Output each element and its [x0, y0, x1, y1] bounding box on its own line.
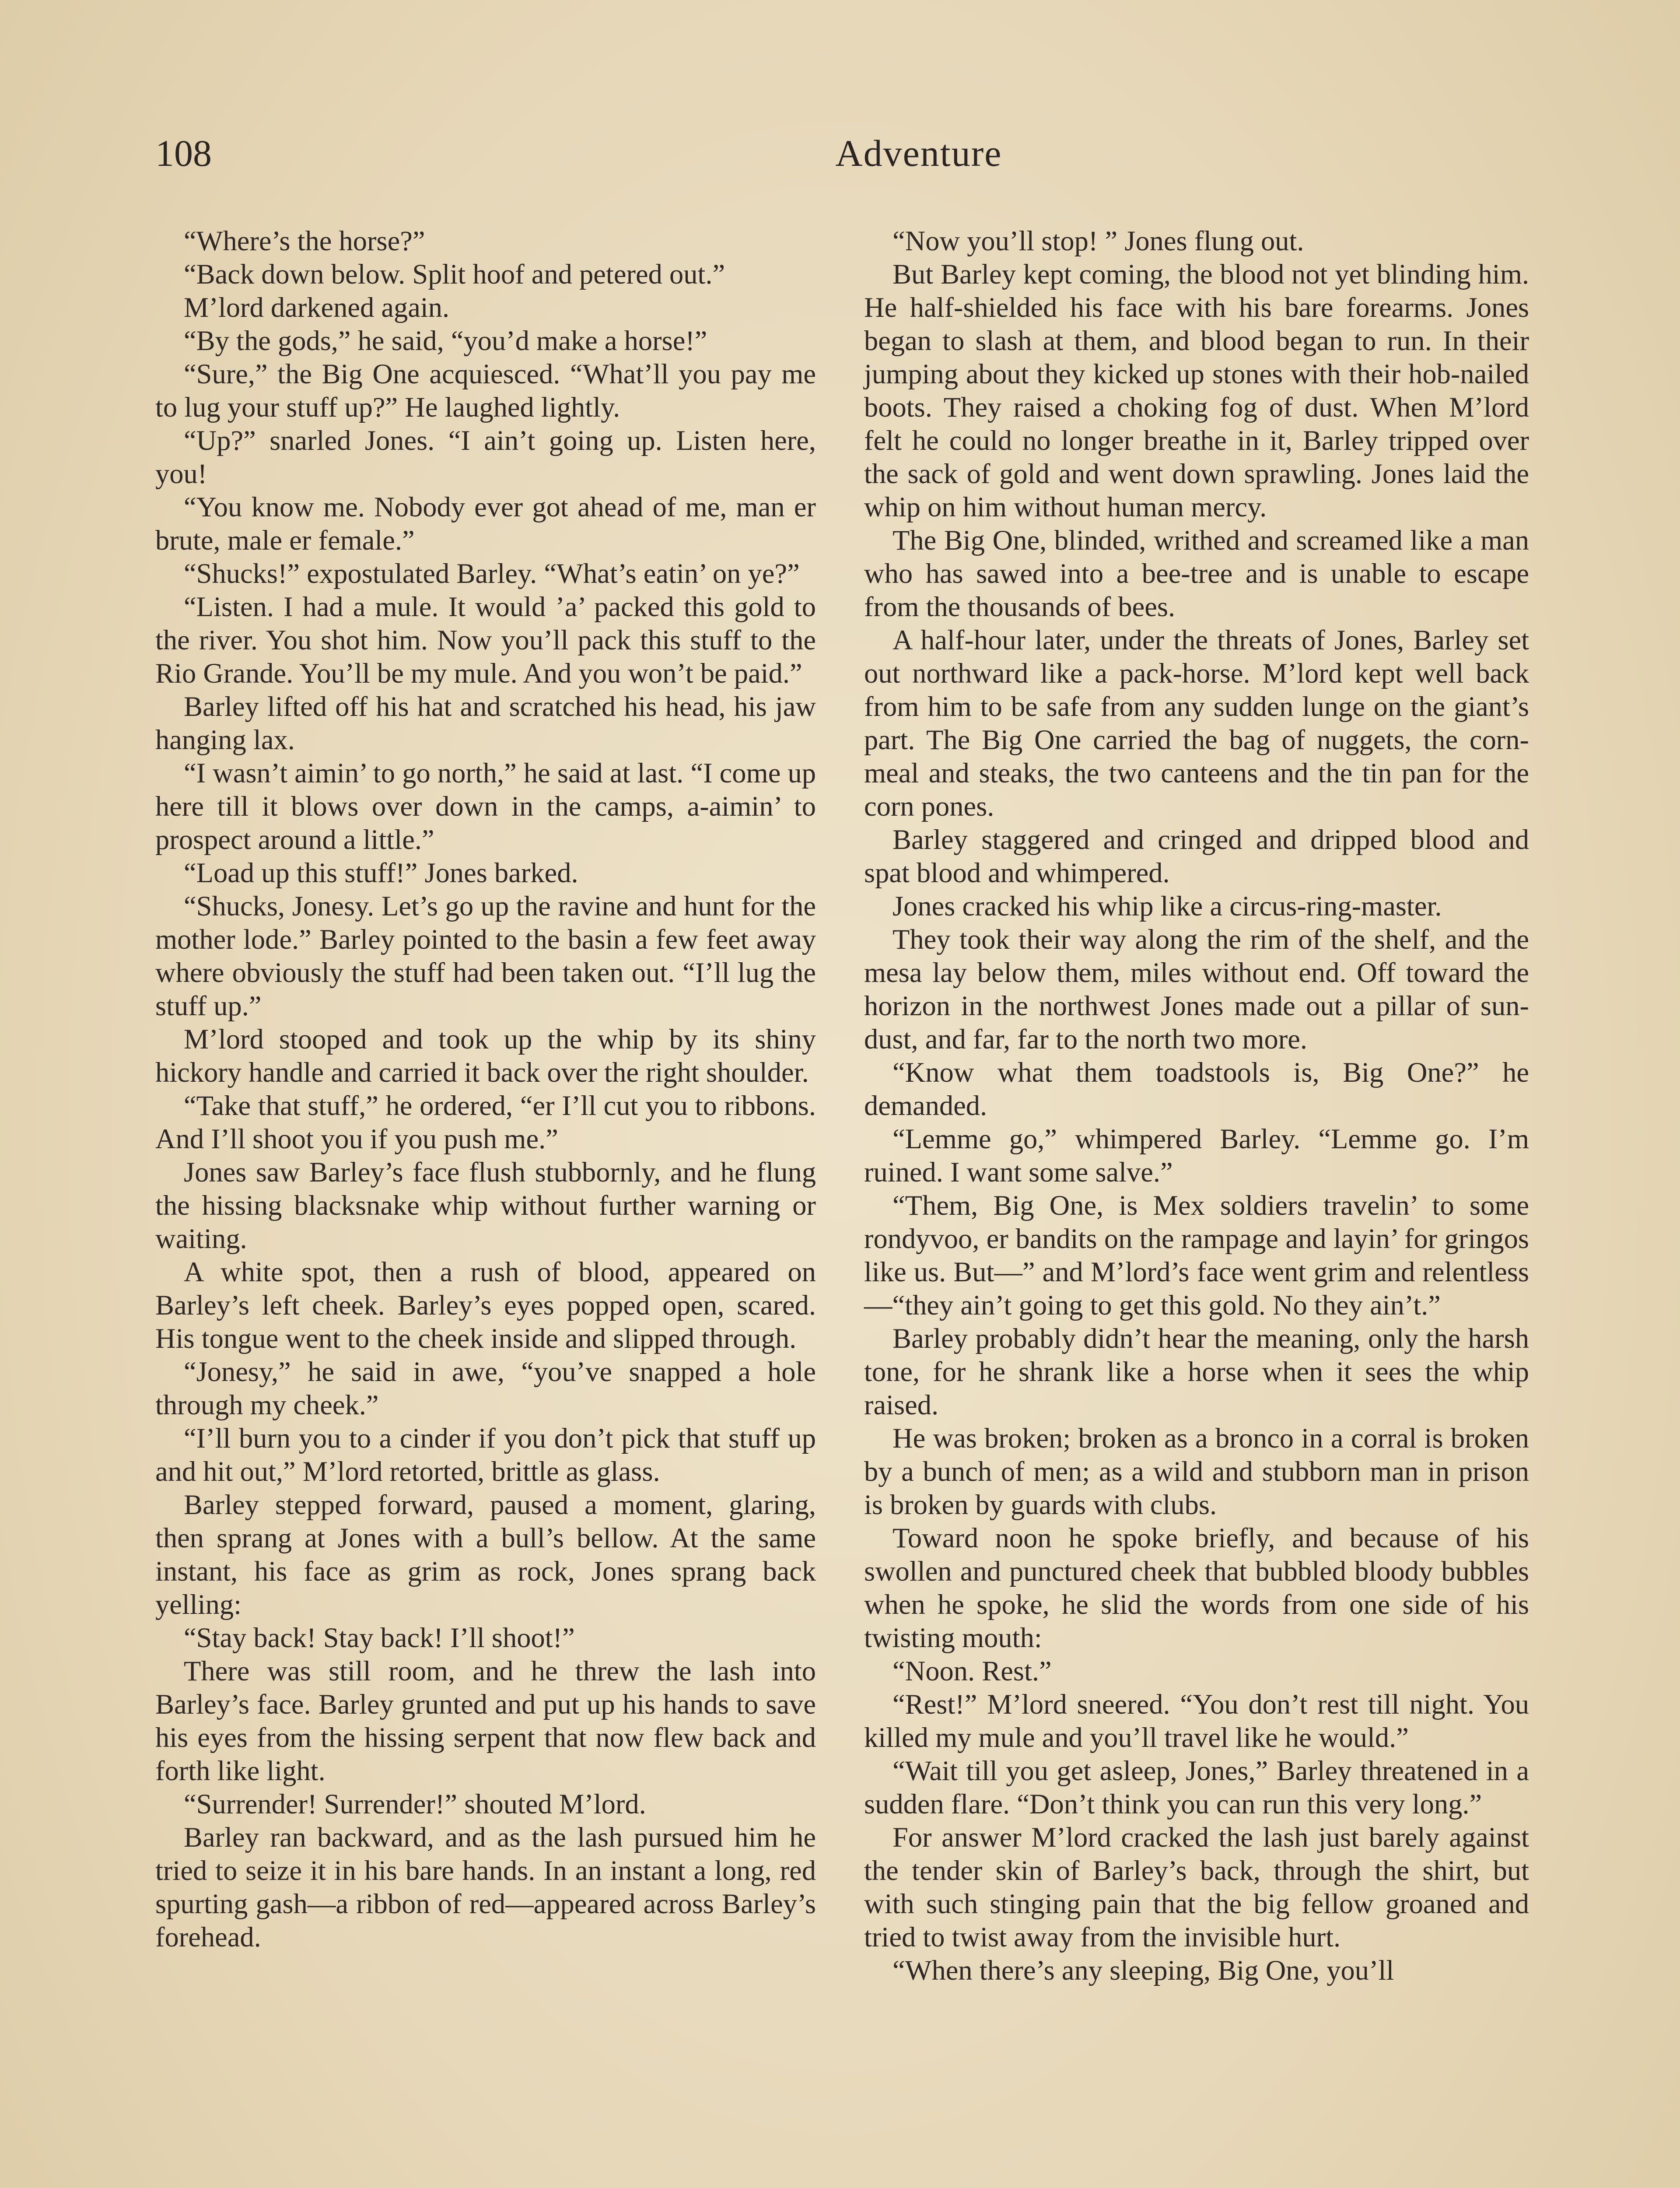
paragraph: Jones saw Barley’s face flush stubbornly, and he flung the hissing blacksnake whip without further warning or waiting. — [155, 1157, 816, 1254]
paragraph: But Barley kept coming, the blood not yet blinding him. He half-shielded his face with his bare forearms. Jones began to slash at them, and blood began to run. In their jumping about they kicked up stones with their hob-nailed boots. They raised a choking fog of dust. When M’lord felt he could no longer breathe in it, Barley tripped over the sack of gold and went down sprawling. Jones laid the whip on him without human mercy. — [864, 259, 1529, 522]
right-column — [864, 224, 1529, 1987]
paragraph: They took their way along the rim of the shelf, and the mesa lay below them, miles without end. Off toward the horizon in the northwest Jones made out a pillar of sun-dust, and far, far to the north two more. — [864, 924, 1529, 1055]
paragraph: He was broken; broken as a bronco in a corral is broken by a bunch of men; as a wild and stubborn man in prison is broken by guards with clubs. — [864, 1423, 1529, 1520]
left-column — [155, 224, 816, 1954]
paragraph: “Noon. Rest.” — [892, 1655, 1052, 1687]
paragraph: “By the gods,” he said, “you’d make a horse!” — [184, 325, 707, 356]
running-title: Adventure — [835, 132, 1002, 174]
paragraph: “Back down below. Split hoof and petered out.” — [184, 259, 725, 290]
paragraph: “Rest!” M’lord sneered. “You don’t rest till night. You killed my mule and you’ll travel like he would.” — [864, 1689, 1529, 1753]
page-header — [155, 131, 1002, 179]
paragraph: The Big One, blinded, writhed and screamed like a man who has sawed into a bee-tree and is unable to escape from the thousands of bees. — [864, 525, 1529, 622]
paragraph: Jones cracked his whip like a circus-ring-master. — [892, 891, 1442, 922]
paragraph: “I wasn’t aimin’ to go north,” he said at last. “I come up here till it blows over down in the camps, a-aimin’ to prospect around a little.” — [155, 757, 816, 855]
paragraph: Barley stepped forward, paused a moment, glaring, then sprang at Jones with a bull’s bellow. At the same instant, his face as grim as rock, Jones sprang back yelling: — [155, 1489, 816, 1620]
paragraph: “Jonesy,” he said in awe, “you’ve snapped a hole through my cheek.” — [155, 1356, 816, 1420]
paragraph: “Where’s the horse?” — [184, 225, 425, 256]
paragraph: “Stay back! Stay back! I’ll shoot!” — [184, 1622, 575, 1653]
paragraph: “Up?” snarled Jones. “I ain’t going up. Listen here, you! — [155, 425, 816, 489]
paragraph: “Surrender! Surrender!” shouted M’lord. — [184, 1788, 646, 1820]
paragraph: Toward noon he spoke briefly, and because of his swollen and punctured cheek that bubbled bloody bubbles when he spoke, he slid the words from one side of his twisting mouth: — [864, 1522, 1529, 1653]
paragraph: “Them, Big One, is Mex soldiers travelin’ to some rondyvoo, er bandits on the rampage and layin’ for gringos like us. But—” and M’lord’s face went grim and relentless—“they ain’t going to get this gold. No they ain’t.” — [864, 1190, 1529, 1321]
paragraph: “Shucks!” expostulated Barley. “What’s eatin’ on ye?” — [184, 558, 800, 589]
paragraph: “Know what them toadstools is, Big One?” he demanded. — [864, 1057, 1529, 1121]
paragraph: Barley ran backward, and as the lash pursued him he tried to seize it in his bare hands. In an instant a long, red spurting gash—a ribbon of red—appeared across Barley’s forehead. — [155, 1822, 816, 1953]
paragraph: “Now you’ll stop! ” Jones flung out. — [892, 225, 1304, 256]
paragraph: M’lord stooped and took up the whip by its shiny hickory handle and carried it back over the right shoulder. — [155, 1024, 816, 1088]
page-number: 108 — [155, 132, 212, 174]
paragraph: “Listen. I had a mule. It would ’a’ packed this gold to the river. You shot him. Now you’ll pack this stuff to the Rio Grande. You’ll be my mule. And you won’t be paid.” — [155, 591, 816, 689]
paragraph: “Load up this stuff!” Jones barked. — [184, 857, 578, 888]
paragraph: Barley lifted off his hat and scratched his head, his jaw hanging lax. — [155, 691, 816, 755]
paragraph: “Lemme go,” whimpered Barley. “Lemme go. I’m ruined. I want some salve.” — [864, 1123, 1529, 1188]
paragraph: “Take that stuff,” he ordered, “er I’ll cut you to ribbons. And I’ll shoot you if you push me.” — [155, 1090, 816, 1154]
paragraph: “You know me. Nobody ever got ahead of me, man er brute, male er female.” — [155, 491, 816, 556]
paragraph: There was still room, and he threw the lash into Barley’s face. Barley grunted and put up his hands to save his eyes from the hissing serpent that now flew back and forth like light. — [155, 1655, 816, 1786]
paragraph: “Wait till you get asleep, Jones,” Barley threatened in a sudden flare. “Don’t think you can run this very long.” — [864, 1755, 1529, 1820]
paragraph: A white spot, then a rush of blood, appeared on Barley’s left cheek. Barley’s eyes popped open, scared. His tongue went to the cheek inside and slipped through. — [155, 1256, 816, 1354]
paragraph: “Sure,” the Big One acquiesced. “What’ll you pay me to lug your stuff up?” He laughed lightly. — [155, 358, 816, 423]
paragraph: Barley staggered and cringed and dripped blood and spat blood and whimpered. — [864, 824, 1529, 888]
paragraph: “Shucks, Jonesy. Let’s go up the ravine and hunt for the mother lode.” Barley pointed to the basin a few feet away where obviously the stuff had been taken out. “I’ll lug the stuff up.” — [155, 891, 816, 1021]
paragraph: A half-hour later, under the threats of Jones, Barley set out northward like a pack-horse. M’lord kept well back from him to be safe from any sudden lunge on the giant’s part. The Big One carried the bag of nuggets, the corn-meal and steaks, the two canteens and the tin pan for the corn pones. — [864, 624, 1529, 822]
paragraph: Barley probably didn’t hear the meaning, only the harsh tone, for he shrank like a horse when it sees the whip raised. — [864, 1323, 1529, 1420]
paragraph: M’lord darkened again. — [184, 292, 450, 323]
paragraph: “I’ll burn you to a cinder if you don’t pick that stuff up and hit out,” M’lord retorted, brittle as glass. — [155, 1423, 816, 1487]
paragraph: For answer M’lord cracked the lash just barely against the tender skin of Barley’s back, through the shirt, but with such stinging pain that the big fellow groaned and tried to twist away from the invisible hurt. — [864, 1822, 1529, 1953]
paragraph: “When there’s any sleeping, Big One, you’ll — [892, 1955, 1394, 1986]
